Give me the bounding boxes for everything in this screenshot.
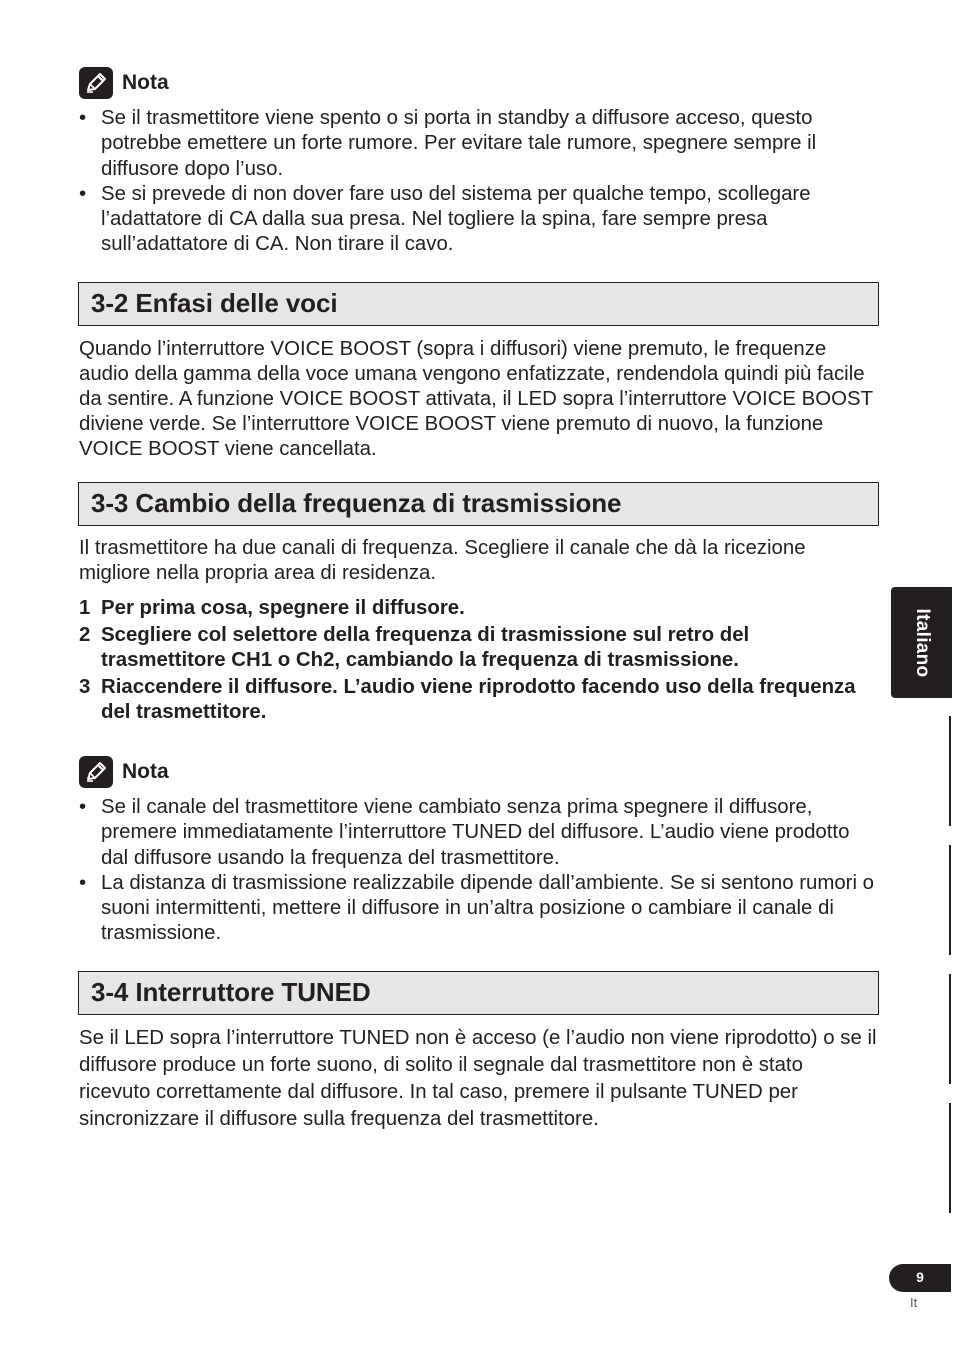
list-item: • La distanza di trasmissione realizzabile dipende dall’ambiente. Se si sentono rumori o suoni intermittenti, mettere il diffusore in un’altra posizione o cambiare il canale di trasmissione. xyxy=(79,871,875,945)
side-divider xyxy=(949,845,951,955)
pencil-note-icon xyxy=(79,67,113,99)
note1-list xyxy=(79,106,879,258)
section-3-4-body: Se il LED sopra l’interruttore TUNED non è acceso (e l’audio non viene riprodotto) o se il diffusore produce un forte suono, di solito il segnale dal trasmettitore non è stato ricevuto correttamente dal diffusore. In tal caso, premere il pulsante TUNED per sincronizzare il diffusore sulla frequenza del trasmettitore. xyxy=(79,1027,877,1130)
step-item: 1 Per prima cosa, spegnere il diffusore. xyxy=(79,597,465,619)
pencil-note-icon xyxy=(79,756,113,788)
steps-list xyxy=(79,596,879,727)
section-heading-3-4: 3-4 Interruttore TUNED xyxy=(78,971,879,1015)
list-item: • Se si prevede di non dover fare uso del sistema per qualche tempo, scollegare l’adattatore di CA dalla sua presa. Nel togliere la spina, fare sempre presa sull’adattatore di CA. Non tirare il cavo. xyxy=(79,182,811,256)
list-item: • Se il canale del trasmettitore viene cambiato senza prima spegnere il diffusore, premere immediatamente l’interruttore TUNED del diffusore. L’audio viene prodotto dal diffusore usando la frequenza del trasmettitore. xyxy=(79,796,850,869)
section-heading-3-2: 3-2 Enfasi delle voci xyxy=(78,282,879,326)
language-code: It xyxy=(910,1295,918,1310)
list-item: • Se il trasmettitore viene spento o si porta in standby a diffusore acceso, questo potrebbe emettere un forte rumore. Per evitare tale rumore, spegnere sempre il diffusore dopo l’uso. xyxy=(79,107,817,180)
side-divider xyxy=(949,716,951,826)
note-header xyxy=(79,756,169,788)
section-heading-3-3: 3-3 Cambio della frequenza di trasmissione xyxy=(78,482,879,526)
note-header xyxy=(79,67,169,99)
language-side-tab: Italiano xyxy=(891,587,952,698)
note-title: Nota xyxy=(122,71,169,94)
side-divider xyxy=(949,974,951,1084)
side-divider xyxy=(949,1103,951,1213)
section-3-2-body: Quando l’interruttore VOICE BOOST (sopra i diffusori) viene premuto, le frequenze audio della gamma della voce umana vengono enfatizzate, rendendola quindi più facile da sentire. A funzione VOICE BOOST attivata, il LED sopra l’interruttore VOICE BOOST diviene verde. Se l’interruttore VOICE BOOST viene premuto di nuovo, la funzione VOICE BOOST viene cancellata. xyxy=(79,338,873,460)
step-item: 2 Scegliere col selettore della frequenza di trasmissione sul retro del trasmettitore CH1 o Ch2, cambiando la frequenza di trasmissione. xyxy=(79,623,750,671)
note2-list xyxy=(79,795,879,947)
step-item: 3 Riaccendere il diffusore. L’audio viene riprodotto facendo uso della frequenza del trasmettitore. xyxy=(79,675,856,723)
page-number-badge: 9 xyxy=(889,1264,951,1292)
note-title: Nota xyxy=(122,760,169,783)
section-3-3-body: Il trasmettitore ha due canali di frequenza. Scegliere il canale che dà la ricezione migliore nella propria area di residenza. xyxy=(79,537,806,584)
